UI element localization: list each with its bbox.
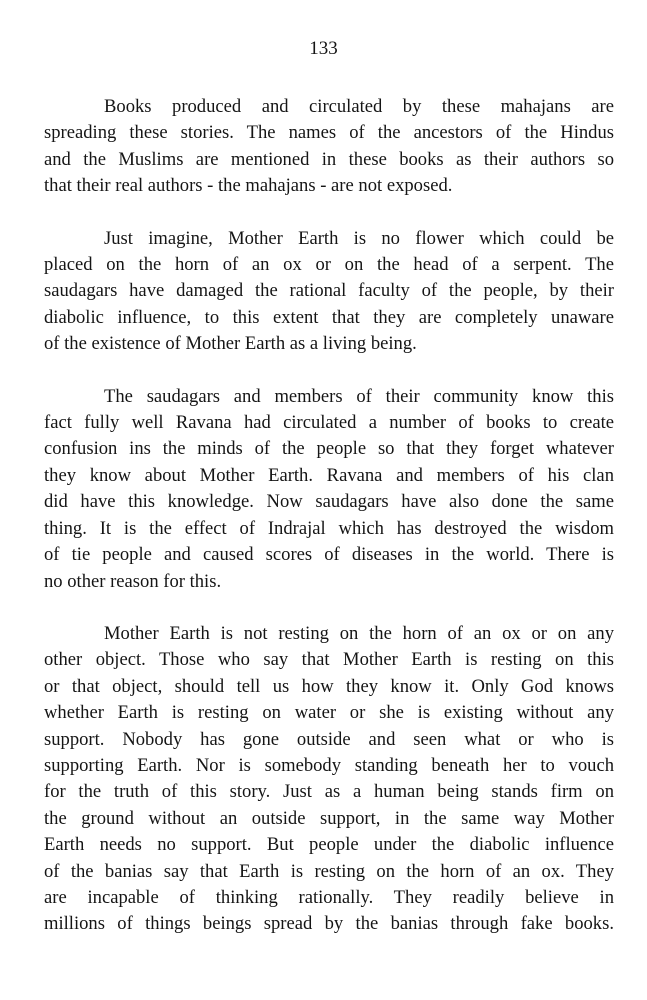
paragraph-line: The saudagars and members of their community know this bbox=[104, 385, 614, 407]
paragraph-line: supporting Earth. Nor is somebody standing beneath her to vouch bbox=[44, 754, 614, 776]
paragraph-line: millions of things beings spread by the banias through fake books. bbox=[44, 913, 614, 935]
paragraph-line: the ground without an outside support, in the same way Mother bbox=[44, 807, 614, 829]
paragraph-line: they know about Mother Earth. Ravana and members of his clan bbox=[44, 464, 614, 486]
paragraph-line: and the Muslims are mentioned in these books as their authors so bbox=[44, 148, 614, 170]
paragraph-line: thing. It is the effect of Indrajal which has destroyed the wisdom bbox=[44, 517, 614, 539]
paragraph-line: placed on the horn of an ox or on the head of a serpent. The bbox=[44, 254, 614, 276]
paragraph-1 bbox=[44, 94, 614, 200]
paragraph-line: or that object, should tell us how they know it. Only God knows bbox=[44, 675, 614, 697]
paragraph-line: spreading these stories. The names of the ancestors of the Hindus bbox=[44, 122, 614, 144]
body-text bbox=[44, 94, 614, 938]
paragraph-line: saudagars have damaged the rational faculty of the people, by their bbox=[44, 280, 614, 302]
paragraph-line: diabolic influence, to this extent that they are completely unaware bbox=[44, 306, 614, 328]
paragraph-line: of tie people and caused scores of diseases in the world. There is bbox=[44, 544, 614, 566]
paragraph-line: for the truth of this story. Just as a human being stands firm on bbox=[44, 781, 614, 803]
paragraph-line: did have this knowledge. Now saudagars have also done the same bbox=[44, 491, 614, 513]
paragraph-line: are incapable of thinking rationally. They readily believe in bbox=[44, 886, 614, 908]
paragraph-line: support. Nobody has gone outside and seen what or who is bbox=[44, 728, 614, 750]
paragraph-line: fact fully well Ravana had circulated a number of books to create bbox=[44, 412, 614, 434]
paragraph-line: whether Earth is resting on water or she is existing without any bbox=[44, 702, 614, 724]
paragraph-line: of the existence of Mother Earth as a living being. bbox=[44, 333, 417, 355]
paragraph-line: Books produced and circulated by these mahajans are bbox=[104, 96, 614, 117]
paragraph-line: no other reason for this. bbox=[44, 570, 222, 592]
paragraph-line: Earth needs no support. But people under the diabolic influence bbox=[44, 834, 614, 856]
paragraph-line: Mother Earth is not resting on the horn of an ox or on any bbox=[104, 622, 614, 644]
paragraph-line: other object. Those who say that Mother Earth is resting on this bbox=[44, 649, 614, 671]
paragraph-line: confusion ins the minds of the people so that they forget whatever bbox=[44, 438, 614, 460]
paragraph-line: of the banias say that Earth is resting on the horn of an ox. They bbox=[44, 860, 614, 882]
page-number: 133 bbox=[309, 38, 338, 59]
paragraph-4 bbox=[44, 621, 614, 938]
paragraph-line: Just imagine, Mother Earth is no flower which could be bbox=[104, 227, 614, 249]
paragraph-2 bbox=[44, 226, 614, 358]
paragraph-line: that their real authors - the mahajans - are not exposed. bbox=[44, 175, 453, 197]
paragraph-3 bbox=[44, 384, 614, 595]
